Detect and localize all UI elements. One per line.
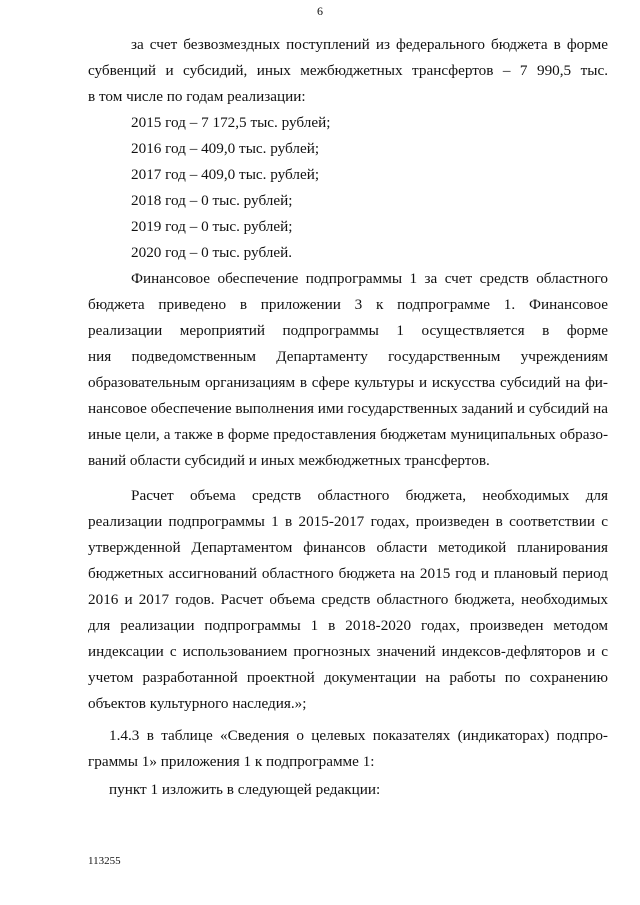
text-line: 2020 год – 0 тыс. рублей. bbox=[131, 244, 293, 261]
text-line: Финансовое обеспечение подпрограммы 1 за счет средств областного bbox=[131, 270, 608, 287]
text-line: объектов культурного наследия.»; bbox=[88, 695, 307, 712]
text-line: 2017 год – 409,0 тыс. рублей; bbox=[131, 166, 320, 183]
document-code: 113255 bbox=[88, 855, 121, 867]
text-line: иные цели, а также в форме предоставления бюджетам муниципальных образо- bbox=[88, 426, 608, 443]
text-line: 2016 и 2017 годов. Расчет объема средств областного бюджета, необходимых bbox=[88, 591, 608, 608]
text-line: за счет безвозмездных поступлений из федерального бюджета в форме bbox=[131, 36, 608, 53]
text-line: 2018 год – 0 тыс. рублей; bbox=[131, 192, 293, 209]
page-number: 6 bbox=[317, 4, 323, 18]
text-line: бюджета приведено в приложении 3 к подпрограмме 1. Финансовое bbox=[88, 296, 608, 313]
text-line: 2015 год – 7 172,5 тыс. рублей; bbox=[131, 114, 331, 131]
text-line: бюджетных ассигнований областного бюджета на 2015 год и плановый период bbox=[88, 565, 608, 582]
text-line: в том числе по годам реализации: bbox=[88, 88, 306, 105]
text-line: реализации мероприятий подпрограммы 1 осуществляется в форме bbox=[88, 322, 608, 339]
text-line: ния подведомственным Департаменту государственным учреждениям bbox=[88, 348, 608, 365]
text-line: 1.4.3 в таблице «Сведения о целевых показателях (индикаторах) подпро- bbox=[109, 727, 608, 744]
text-line: для реализации подпрограммы 1 в 2018-2020 годах, произведен методом bbox=[88, 617, 608, 634]
text-line: Расчет объема средств областного бюджета, необходимых для bbox=[131, 487, 608, 504]
text-line: 2019 год – 0 тыс. рублей; bbox=[131, 218, 293, 235]
text-line: нансовое обеспечение выполнения ими государственных заданий и субсидий на bbox=[88, 400, 608, 417]
text-line: образовательным организациям в сфере культуры и искусства субсидий на фи- bbox=[88, 374, 608, 391]
text-line: субвенций и субсидий, иных межбюджетных трансфертов – 7 990,5 тыс. bbox=[88, 62, 608, 79]
text-line: пункт 1 изложить в следующей редакции: bbox=[109, 781, 381, 798]
text-line: утвержденной Департаментом финансов области методикой планирования bbox=[88, 539, 608, 556]
text-line: учетом разработанной проектной документации на работы по сохранению bbox=[88, 669, 608, 686]
text-line: индексации с использованием прогнозных значений индексов-дефляторов и с bbox=[88, 643, 608, 660]
text-line: 2016 год – 409,0 тыс. рублей; bbox=[131, 140, 320, 157]
text-line: ваний области субсидий и иных межбюджетных трансфертов. bbox=[88, 452, 490, 469]
text-line: граммы 1» приложения 1 к подпрограмме 1: bbox=[88, 753, 375, 770]
text-line: реализации подпрограммы 1 в 2015-2017 годах, произведен в соответствии с bbox=[88, 513, 608, 530]
